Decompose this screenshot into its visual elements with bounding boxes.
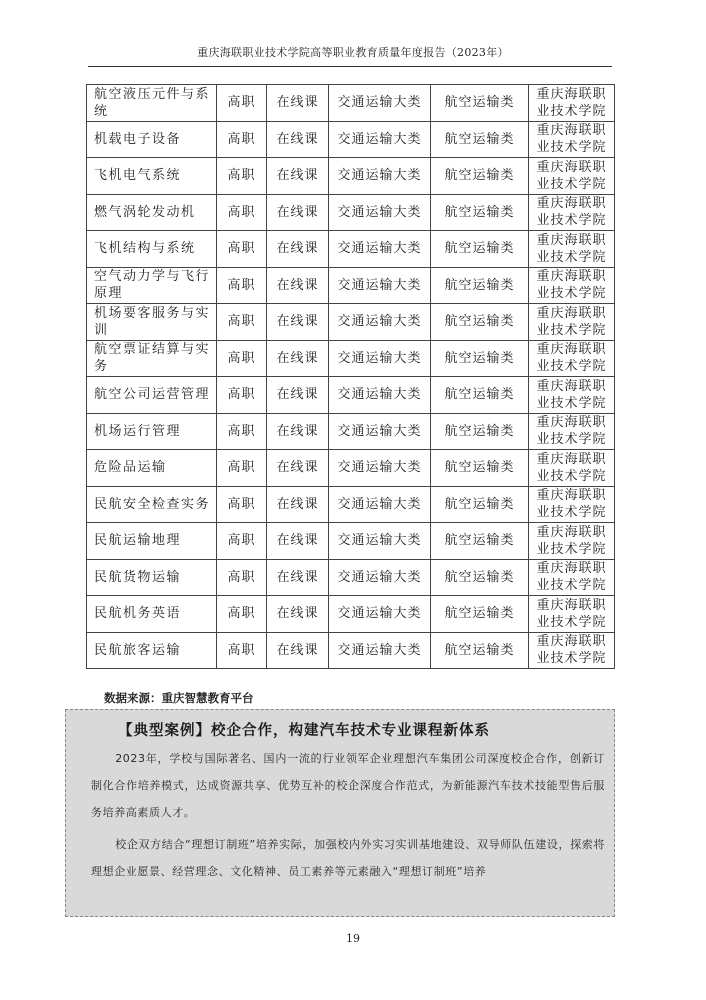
table-row (87, 121, 615, 158)
course-type-cell: 在线课 (267, 486, 329, 523)
course-type-cell: 在线课 (267, 267, 329, 304)
case-paragraph-1-text: 2023年，学校与国际著名、国内一流的行业领军企业理想汽车集团公司深度校企合作，创新订制化合作培养模式，达成资源共享、优势互补的校企深度合作范式，为新能源汽车技术技能型售后服务培养高素质人才。 (91, 752, 605, 819)
course-level-cell: 高职 (217, 450, 267, 487)
course-level-cell: 高职 (217, 194, 267, 231)
course-category-cell: 交通运输大类 (329, 486, 431, 523)
case-paragraph-2 (91, 831, 605, 885)
course-category-cell: 交通运输大类 (329, 267, 431, 304)
typical-case-box (65, 709, 615, 917)
course-name-cell: 机载电子设备 (87, 121, 217, 158)
course-name-cell: 机场要客服务与实训 (87, 304, 217, 341)
course-subcategory-cell: 航空运输类 (431, 377, 529, 414)
course-school-cell: 重庆海联职业技术学院 (529, 304, 615, 341)
course-level-cell: 高职 (217, 523, 267, 560)
course-category-cell: 交通运输大类 (329, 523, 431, 560)
course-level-cell: 高职 (217, 121, 267, 158)
course-category-cell: 交通运输大类 (329, 304, 431, 341)
course-name-cell: 航空公司运营管理 (87, 377, 217, 414)
course-type-cell: 在线课 (267, 340, 329, 377)
case-paragraph-2-text: 校企双方结合“理想订制班”培养实际，加强校内外实习实训基地建设、双导师队伍建设，探索将理想企业愿景、经营理念、文化精神、员工素养等元素融入“理想订制班”培养 (91, 838, 605, 878)
course-subcategory-cell: 航空运输类 (431, 450, 529, 487)
course-level-cell: 高职 (217, 85, 267, 122)
course-school-cell: 重庆海联职业技术学院 (529, 267, 615, 304)
course-school-cell: 重庆海联职业技术学院 (529, 596, 615, 633)
course-name-cell: 民航货物运输 (87, 559, 217, 596)
course-school-cell: 重庆海联职业技术学院 (529, 413, 615, 450)
course-school-cell: 重庆海联职业技术学院 (529, 194, 615, 231)
course-school-cell: 重庆海联职业技术学院 (529, 523, 615, 560)
course-name-cell: 民航运输地理 (87, 523, 217, 560)
course-name-cell: 飞机电气系统 (87, 158, 217, 195)
course-school-cell: 重庆海联职业技术学院 (529, 377, 615, 414)
course-subcategory-cell: 航空运输类 (431, 158, 529, 195)
course-table (86, 84, 615, 669)
course-level-cell: 高职 (217, 267, 267, 304)
table-row (87, 304, 615, 341)
table-row (87, 523, 615, 560)
course-subcategory-cell: 航空运输类 (431, 632, 529, 669)
course-school-cell: 重庆海联职业技术学院 (529, 632, 615, 669)
course-name-cell: 燃气涡轮发动机 (87, 194, 217, 231)
course-school-cell: 重庆海联职业技术学院 (529, 450, 615, 487)
data-source-note: 数据来源：重庆智慧教育平台 (104, 691, 254, 705)
course-type-cell: 在线课 (267, 194, 329, 231)
course-category-cell: 交通运输大类 (329, 377, 431, 414)
course-school-cell: 重庆海联职业技术学院 (529, 231, 615, 268)
course-subcategory-cell: 航空运输类 (431, 596, 529, 633)
course-name-cell: 民航机务英语 (87, 596, 217, 633)
course-type-cell: 在线课 (267, 413, 329, 450)
table-row (87, 596, 615, 633)
header-divider (88, 66, 612, 67)
course-category-cell: 交通运输大类 (329, 413, 431, 450)
course-type-cell: 在线课 (267, 559, 329, 596)
course-type-cell: 在线课 (267, 450, 329, 487)
table-row (87, 450, 615, 487)
course-name-cell: 航空票证结算与实务 (87, 340, 217, 377)
table-row (87, 632, 615, 669)
report-header: 重庆海联职业技术学院高等职业教育质量年度报告（2023年） (197, 46, 509, 59)
course-name-cell: 民航安全检查实务 (87, 486, 217, 523)
course-type-cell: 在线课 (267, 85, 329, 122)
course-level-cell: 高职 (217, 377, 267, 414)
case-paragraph-1 (91, 745, 605, 826)
course-category-cell: 交通运输大类 (329, 158, 431, 195)
course-name-cell: 民航旅客运输 (87, 632, 217, 669)
course-school-cell: 重庆海联职业技术学院 (529, 121, 615, 158)
course-subcategory-cell: 航空运输类 (431, 85, 529, 122)
course-subcategory-cell: 航空运输类 (431, 523, 529, 560)
table-row (87, 231, 615, 268)
course-level-cell: 高职 (217, 304, 267, 341)
course-name-cell: 危险品运输 (87, 450, 217, 487)
course-category-cell: 交通运输大类 (329, 450, 431, 487)
table-row (87, 85, 615, 122)
course-name-cell: 航空液压元件与系统 (87, 85, 217, 122)
course-type-cell: 在线课 (267, 121, 329, 158)
course-school-cell: 重庆海联职业技术学院 (529, 340, 615, 377)
course-subcategory-cell: 航空运输类 (431, 340, 529, 377)
course-category-cell: 交通运输大类 (329, 194, 431, 231)
course-name-cell: 空气动力学与飞行原理 (87, 267, 217, 304)
course-school-cell: 重庆海联职业技术学院 (529, 486, 615, 523)
course-level-cell: 高职 (217, 340, 267, 377)
case-title: 【典型案例】校企合作，构建汽车技术专业课程新体系 (118, 723, 490, 739)
table-row (87, 194, 615, 231)
course-school-cell: 重庆海联职业技术学院 (529, 158, 615, 195)
table-row (87, 377, 615, 414)
course-table-body (87, 85, 615, 669)
table-row (87, 340, 615, 377)
course-school-cell: 重庆海联职业技术学院 (529, 559, 615, 596)
course-subcategory-cell: 航空运输类 (431, 231, 529, 268)
course-subcategory-cell: 航空运输类 (431, 194, 529, 231)
course-name-cell: 机场运行管理 (87, 413, 217, 450)
course-school-cell: 重庆海联职业技术学院 (529, 85, 615, 122)
course-type-cell: 在线课 (267, 158, 329, 195)
course-category-cell: 交通运输大类 (329, 231, 431, 268)
course-type-cell: 在线课 (267, 523, 329, 560)
course-subcategory-cell: 航空运输类 (431, 559, 529, 596)
course-category-cell: 交通运输大类 (329, 85, 431, 122)
course-level-cell: 高职 (217, 486, 267, 523)
course-level-cell: 高职 (217, 231, 267, 268)
course-subcategory-cell: 航空运输类 (431, 267, 529, 304)
table-row (87, 486, 615, 523)
table-row (87, 267, 615, 304)
course-subcategory-cell: 航空运输类 (431, 413, 529, 450)
course-name-cell: 飞机结构与系统 (87, 231, 217, 268)
course-level-cell: 高职 (217, 596, 267, 633)
course-subcategory-cell: 航空运输类 (431, 486, 529, 523)
table-row (87, 559, 615, 596)
course-category-cell: 交通运输大类 (329, 559, 431, 596)
course-level-cell: 高职 (217, 158, 267, 195)
course-category-cell: 交通运输大类 (329, 596, 431, 633)
course-level-cell: 高职 (217, 559, 267, 596)
course-level-cell: 高职 (217, 632, 267, 669)
course-type-cell: 在线课 (267, 304, 329, 341)
course-category-cell: 交通运输大类 (329, 340, 431, 377)
table-row (87, 413, 615, 450)
table-row (87, 158, 615, 195)
course-subcategory-cell: 航空运输类 (431, 121, 529, 158)
course-type-cell: 在线课 (267, 596, 329, 633)
course-level-cell: 高职 (217, 413, 267, 450)
course-category-cell: 交通运输大类 (329, 121, 431, 158)
course-type-cell: 在线课 (267, 632, 329, 669)
course-type-cell: 在线课 (267, 377, 329, 414)
course-category-cell: 交通运输大类 (329, 632, 431, 669)
course-type-cell: 在线课 (267, 231, 329, 268)
page-number: 19 (346, 932, 360, 945)
course-subcategory-cell: 航空运输类 (431, 304, 529, 341)
